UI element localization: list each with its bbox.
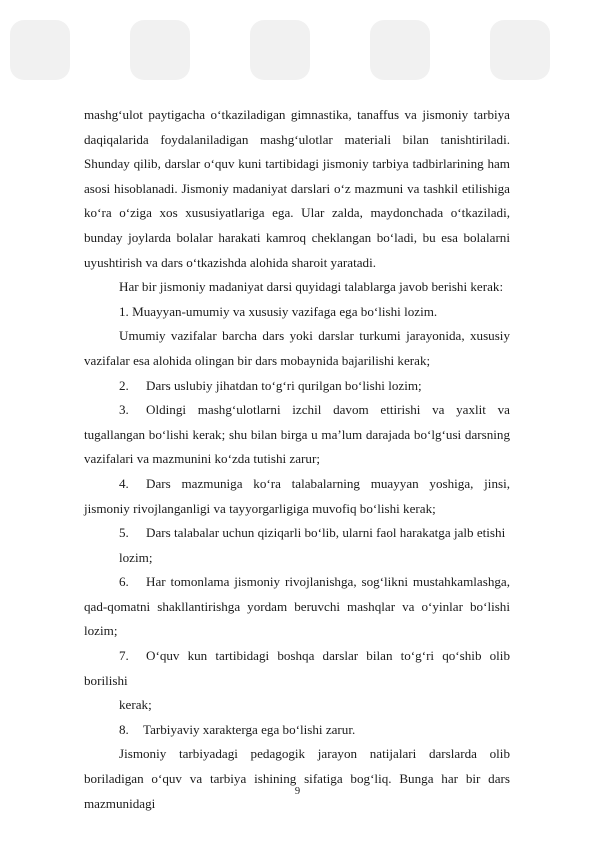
list-text: Har tomonlama jismoniy rivojlanishga, sog‘likni mustahkamlashga, qad-qomatni shakllantirishga yordam beruvchi mashqlar va o‘yinlar bo‘lishi lozim; xyxy=(84,574,510,639)
list-item-4 xyxy=(84,472,510,521)
paragraph-intro: mashg‘ulot paytigacha o‘tkaziladigan gimnastika, tanaffus va jismoniy tarbiya daqiqalarida foydalaniladigan mashg‘ulotlar materiali bilan tanishtiriladi. Shunday qilib, darslar o‘quv kuni tartibidagi jismoniy tarbiya tadbirlarining ham asosi hisoblanadi. Jismoniy madaniyat darslari o‘z mazmuni va tashkil etilishiga ko‘ra o‘ziga xos xususiyatlariga ega. Ular zalda, maydonchada o‘tkaziladi, bunday joylarda bolalar harakati kamroq cheklangan bo‘ladi, bu esa bolalarni uyushtirish va dars o‘tkazishda alohida sharoit yaratadi. xyxy=(84,107,510,270)
list-item-1: 1. Muayyan-umumiy va xususiy vazifaga ega bo‘lishi lozim. xyxy=(119,303,438,319)
list-number: 8. xyxy=(119,721,129,737)
list-text: Dars talabalar uchun qiziqarli bo‘lib, ularni faol harakatga jalb etishi xyxy=(146,525,506,541)
document-body xyxy=(84,103,510,816)
list-number: 6. xyxy=(119,574,129,590)
list-number: 7. xyxy=(119,648,129,664)
watermark-icon xyxy=(0,0,595,100)
list-item-5-continuation: lozim; xyxy=(119,549,153,565)
list-text: O‘quv kun tartibidagi boshqa darslar bilan to‘g‘ri qo‘shib olib borilishi xyxy=(84,648,510,688)
paragraph-tasks: Umumiy vazifalar barcha dars yoki darslar turkumi jarayonida, xususiy vazifalar esa alohida olingan bir dars mobaynida bajarilishi kerak; xyxy=(84,328,510,368)
list-item-6 xyxy=(84,570,510,644)
list-item-8 xyxy=(84,718,510,743)
page-number: 9 xyxy=(294,786,301,797)
paragraph-requirements-lead: Har bir jismoniy madaniyat darsi quyidagi talablarga javob berishi kerak: xyxy=(119,279,504,295)
list-number: 2. xyxy=(119,377,129,393)
list-text: Tarbiyaviy xarakterga ega bo‘lishi zarur. xyxy=(143,721,356,737)
list-number: 3. xyxy=(119,402,129,418)
list-number: 4. xyxy=(119,475,129,491)
paragraph-final: Jismoniy tarbiyadagi pedagogik jarayon natijalari darslarda olib boriladigan o‘quv va tarbiya ishining sifatiga bog‘liq. Bunga har bir dars mazmunidagi xyxy=(84,746,510,811)
list-item-7-continuation: kerak; xyxy=(119,697,152,713)
list-item-2 xyxy=(84,374,510,399)
list-item-5 xyxy=(84,521,510,546)
list-item-7 xyxy=(84,644,510,693)
list-number: 5. xyxy=(119,525,129,541)
list-text: Dars mazmuniga ko‘ra talabalarning muayyan yoshiga, jinsi, jismoniy rivojlanganligi va tayyorgarligiga muvofiq bo‘lishi kerak; xyxy=(84,475,510,516)
list-text: Dars uslubiy jihatdan to‘g‘ri qurilgan bo‘lishi lozim; xyxy=(146,377,422,393)
list-text: Oldingi mashg‘ulotlarni izchil davom ettirishi va yaxlit va tugallangan bo‘lishi kerak; shu bilan birga u ma’lum darajada bo‘lg‘usi darsning vazifalari va mazmunini ko‘zda tutishi zarur; xyxy=(84,402,510,467)
list-item-3 xyxy=(84,398,510,472)
